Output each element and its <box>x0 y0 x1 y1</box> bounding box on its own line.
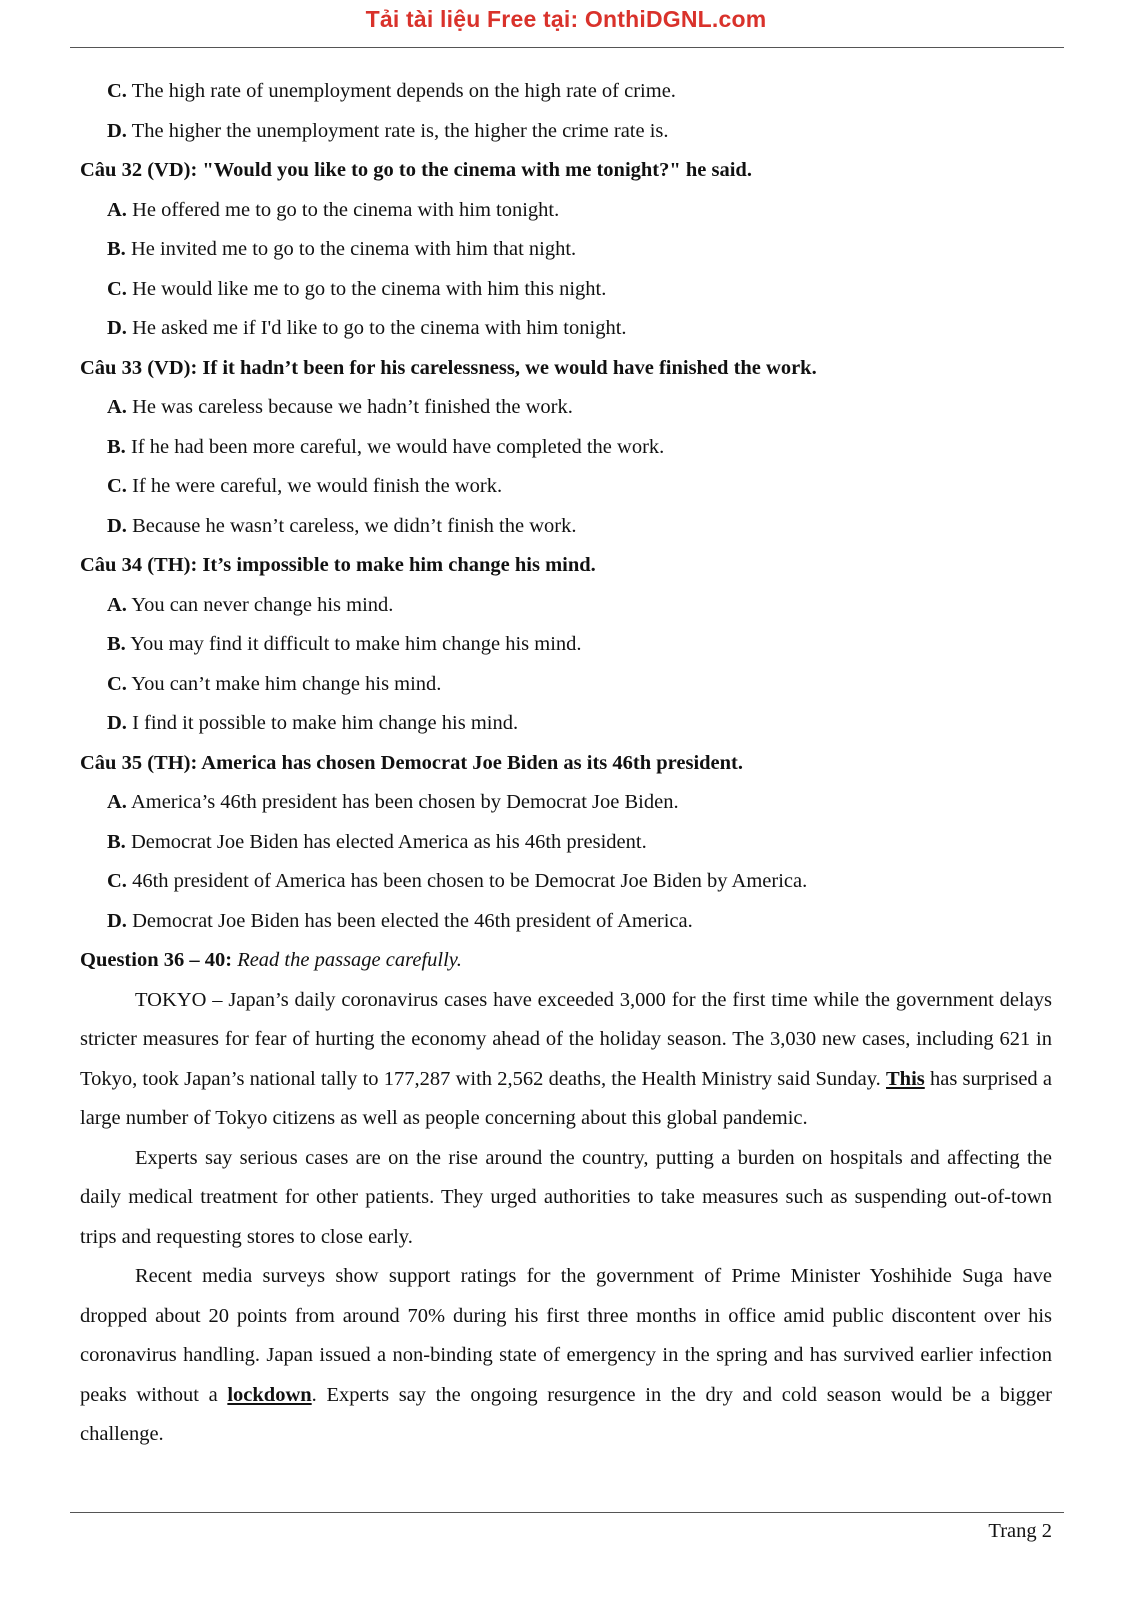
option-b-q35: B. Democrat Joe Biden has elected America as his 46th president. <box>107 830 647 853</box>
passage-heading: Question 36 – 40: Read the passage carefully. <box>80 949 462 971</box>
option-d-q34: D. I find it possible to make him change his mind. <box>107 712 519 734</box>
option-a-q32: A. He offered me to go to the cinema with him tonight. <box>107 198 560 221</box>
option-c-q31: C. The high rate of unemployment depends on the high rate of crime. <box>107 80 676 102</box>
site-header[interactable]: Tải tài liệu Free tại: OnthiDGNL.com <box>365 6 767 32</box>
underlined-word-this: This <box>886 1067 925 1090</box>
option-c-q32: C. He would like me to go to the cinema with him this night. <box>107 277 607 300</box>
option-a-q34: A. You can never change his mind. <box>107 593 394 616</box>
option-d-q33: D. Because he wasn’t careless, we didn’t finish the work. <box>107 514 577 537</box>
passage-instruction: Read the passage carefully. <box>237 949 462 971</box>
passage-paragraph-3: Recent media surveys show support ratings for the government of Prime Minister Yoshihide Suga have dropped about 20 points from around 70% during his first three months in office amid public discontent over his coronavirus handling. Japan issued a non-binding state of emergency in the spring and has survived earlier infection peaks without a lockdown. Experts say the ongoing resurgence in the dry and cold season would be a bigger challenge. <box>80 1265 1052 1445</box>
option-d-q31: D. The higher the unemployment rate is, the higher the crime rate is. <box>107 119 669 142</box>
question-35-stem: Câu 35 (TH): America has chosen Democrat Joe Biden as its 46th president. <box>80 751 743 774</box>
question-33-stem: Câu 33 (VD): If it hadn’t been for his carelessness, we would have finished the work. <box>80 356 817 379</box>
option-c-q35: C. 46th president of America has been chosen to be Democrat Joe Biden by America. <box>107 870 808 892</box>
question-32-stem: Câu 32 (VD): "Would you like to go to the cinema with me tonight?" he said. <box>80 159 752 181</box>
option-a-q35: A. America’s 46th president has been chosen by Democrat Joe Biden. <box>107 791 679 813</box>
option-c-q33: C. If he were careful, we would finish the work. <box>107 475 503 497</box>
option-b-q33: B. If he had been more careful, we would have completed the work. <box>107 435 665 458</box>
option-c-q34: C. You can’t make him change his mind. <box>107 672 442 695</box>
header-divider <box>70 47 1064 48</box>
option-d-q35: D. Democrat Joe Biden has been elected the 46th president of America. <box>107 909 693 932</box>
passage-paragraph-2: Experts say serious cases are on the rise around the country, putting a burden on hospitals and affecting the daily medical treatment for other patients. They urged authorities to take measures such as suspending out-of-town trips and requesting stores to close early. <box>80 1146 1052 1248</box>
underlined-word-lockdown: lockdown <box>227 1383 312 1406</box>
option-b-q34: B. You may find it difficult to make him change his mind. <box>107 633 582 655</box>
option-b-q32: B. He invited me to go to the cinema with him that night. <box>107 238 577 260</box>
page-number: Trang 2 <box>988 1520 1052 1542</box>
option-a-q33: A. He was careless because we hadn’t finished the work. <box>107 396 573 418</box>
question-34-stem: Câu 34 (TH): It’s impossible to make him change his mind. <box>80 554 596 576</box>
passage-paragraph-1: TOKYO – Japan’s daily coronavirus cases have exceeded 3,000 for the first time while the government delays stricter measures for fear of hurting the economy ahead of the holiday season. The 3,030 new cases, including 621 in Tokyo, took Japan’s national tally to 177,287 with 2,562 deaths, the Health Ministry said Sunday. This has surprised a large number of Tokyo citizens as well as people concerning about this global pandemic. <box>80 988 1052 1129</box>
option-d-q32: D. He asked me if I'd like to go to the cinema with him tonight. <box>107 317 627 339</box>
page-content <box>80 72 1052 1455</box>
footer-divider <box>70 1512 1064 1513</box>
